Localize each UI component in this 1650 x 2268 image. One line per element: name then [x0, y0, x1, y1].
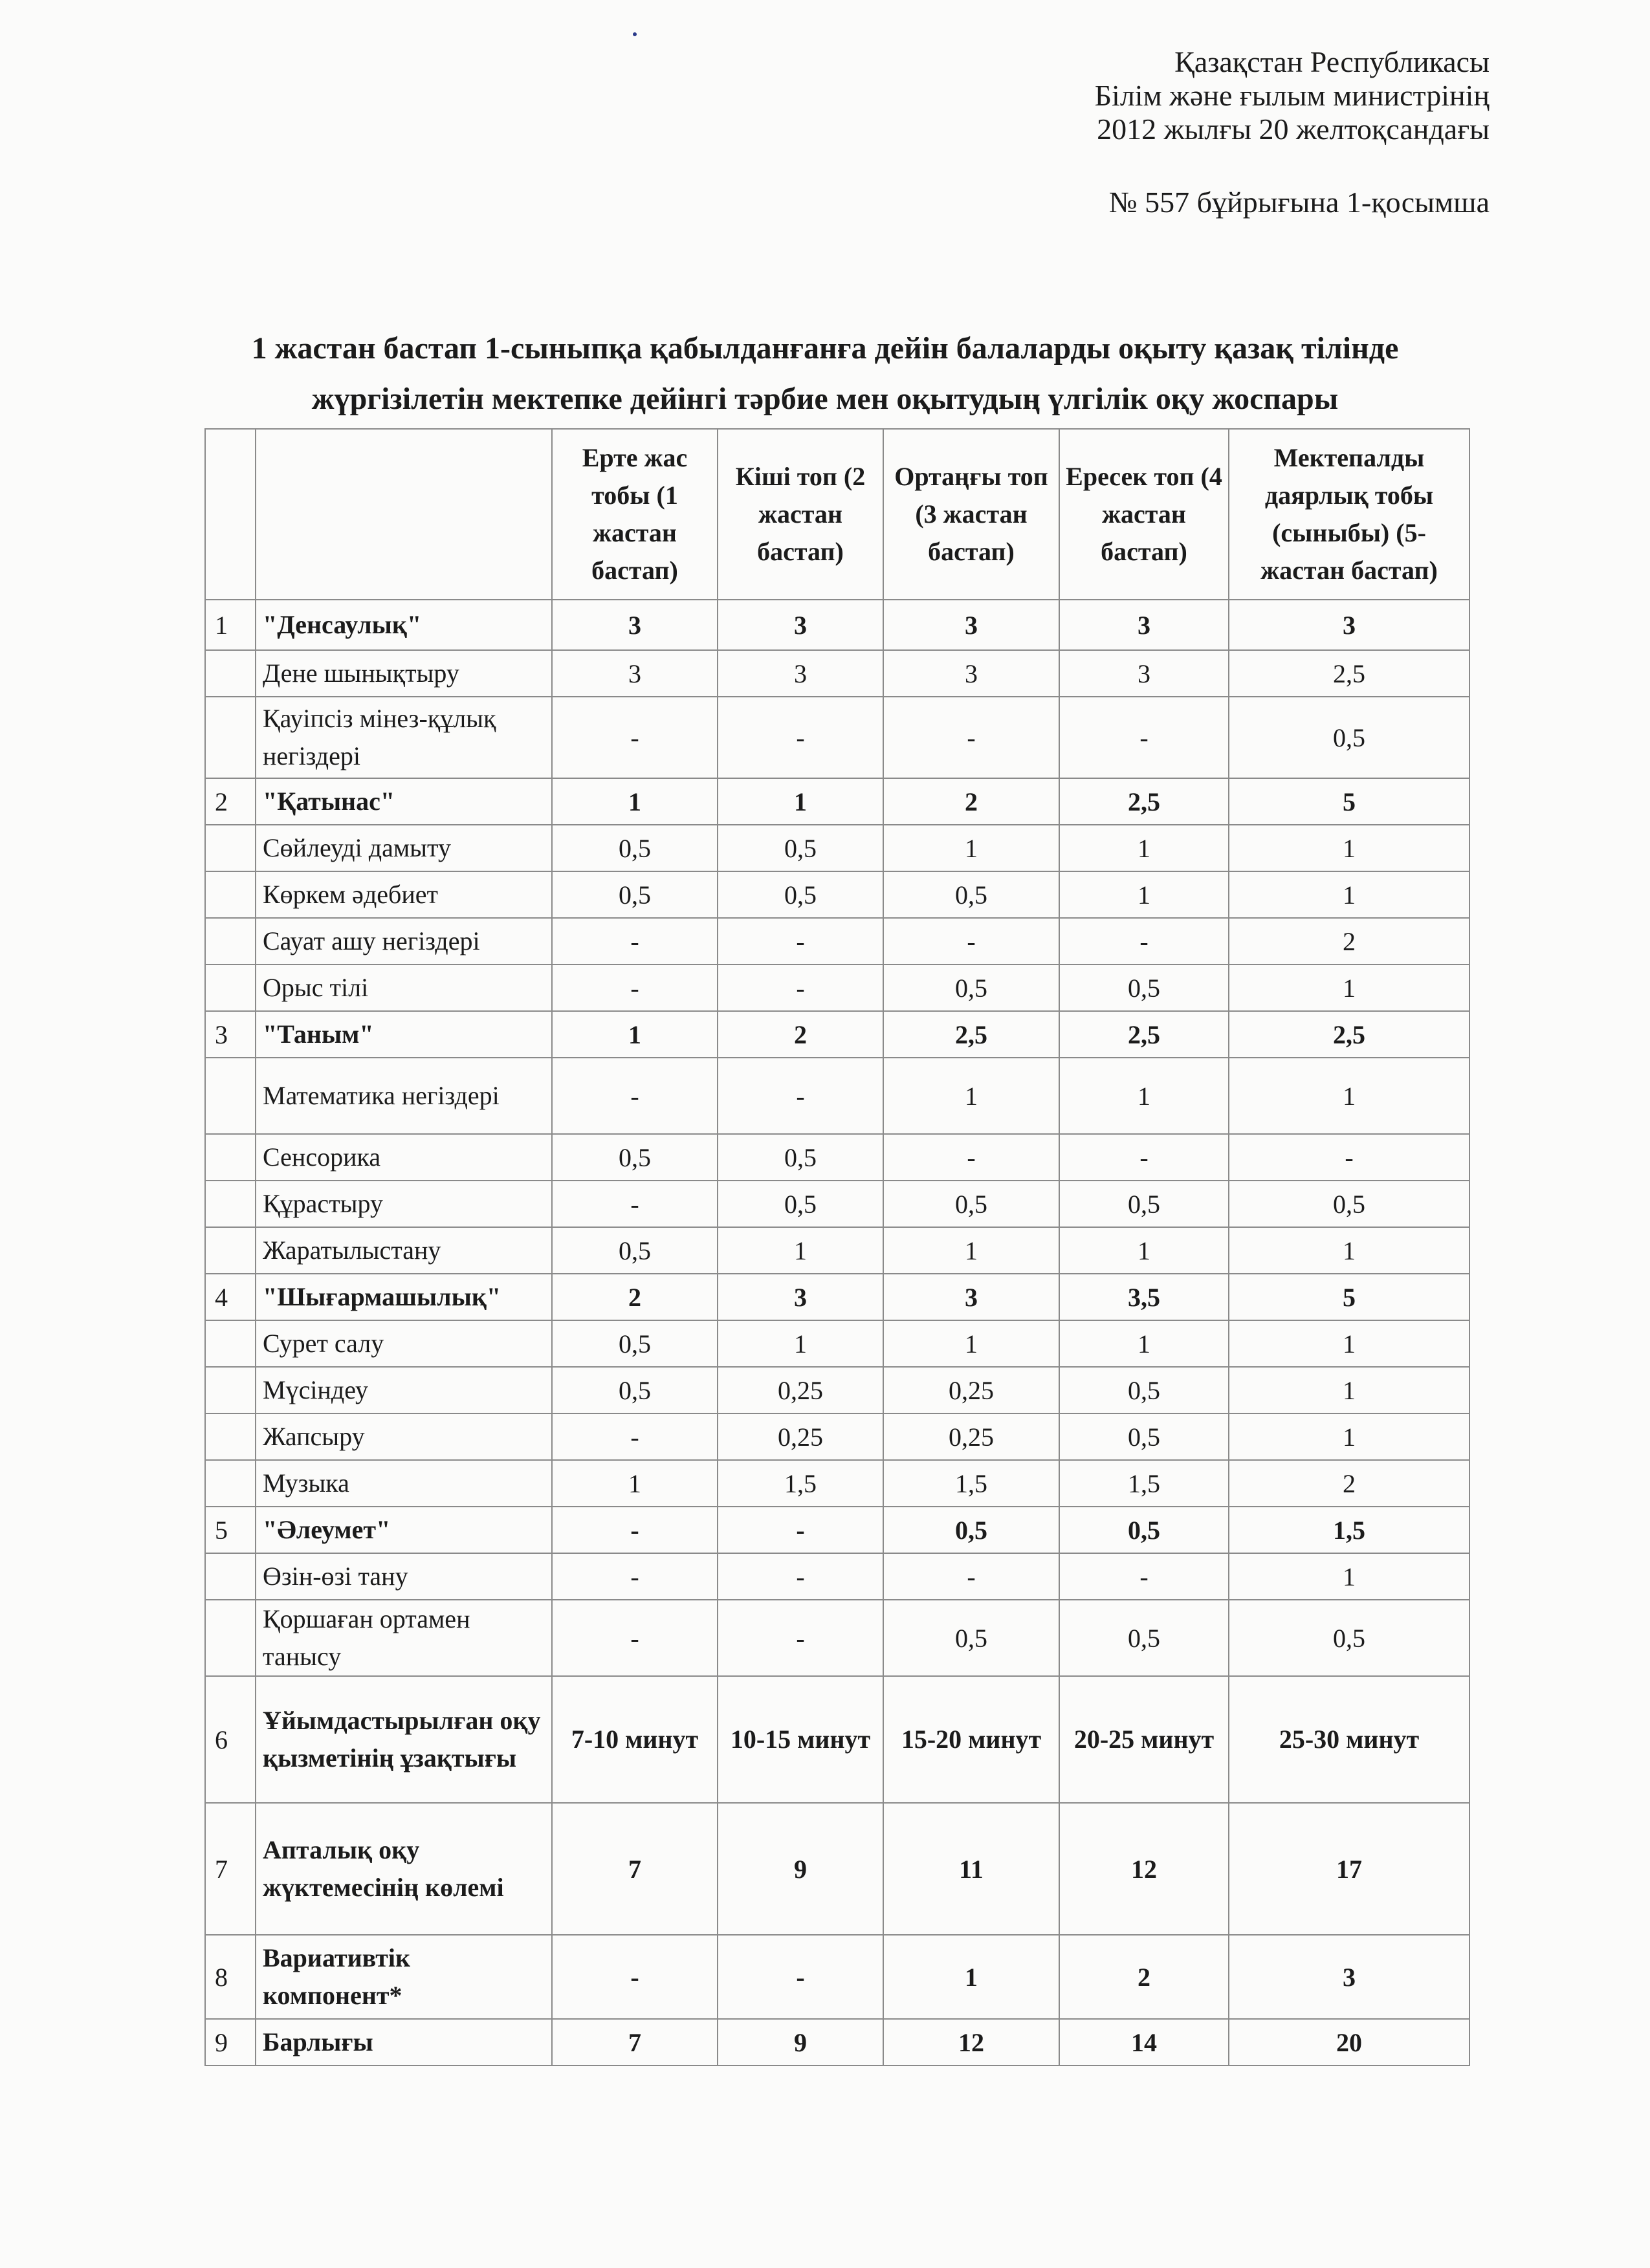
row-name: Апталық оқу жүктемесінің көлемі — [256, 1803, 552, 1935]
row-value: - — [718, 1507, 883, 1553]
row-name: Жаратылыстану — [256, 1227, 552, 1274]
row-value: 3 — [883, 650, 1059, 697]
row-value: 1 — [1229, 1227, 1469, 1274]
row-value: 1,5 — [883, 1460, 1059, 1507]
row-name: Ұйымдастырылған оқу қызметінің ұзақтығы — [256, 1676, 552, 1803]
row-value: 0,5 — [883, 1181, 1059, 1227]
row-name: Сөйлеуді дамыту — [256, 825, 552, 871]
row-value: 1 — [1059, 1227, 1229, 1274]
row-number — [205, 871, 256, 918]
row-value: 1,5 — [718, 1460, 883, 1507]
table-row — [205, 1676, 1469, 1803]
row-value: 2 — [1059, 1935, 1229, 2019]
row-name: Көркем әдебиет — [256, 871, 552, 918]
row-value: 5 — [1229, 1274, 1469, 1320]
row-name: Дене шынықтыру — [256, 650, 552, 697]
row-value: 0,5 — [883, 1600, 1059, 1676]
row-value: 0,5 — [883, 965, 1059, 1011]
row-value: - — [883, 697, 1059, 778]
row-value: - — [552, 1413, 718, 1460]
document-header — [1095, 45, 1490, 146]
row-value: 1 — [1229, 1367, 1469, 1413]
row-value: 1 — [1059, 1320, 1229, 1367]
row-value: 0,5 — [552, 825, 718, 871]
column-header: Мектепалды даярлық тобы (сыныбы) (5-жастан бастап) — [1229, 429, 1469, 600]
row-value: 3 — [552, 600, 718, 650]
row-number — [205, 965, 256, 1011]
row-value: 1 — [1229, 1553, 1469, 1600]
row-value: 11 — [883, 1803, 1059, 1935]
row-value: - — [718, 1935, 883, 2019]
table-row — [205, 825, 1469, 871]
row-value: 3 — [718, 600, 883, 650]
row-value: 1 — [718, 1227, 883, 1274]
table-row — [205, 1134, 1469, 1181]
row-name: Математика негіздері — [256, 1058, 552, 1134]
row-value: - — [1059, 1553, 1229, 1600]
table-row — [205, 1181, 1469, 1227]
row-value: 1 — [883, 825, 1059, 871]
row-value: 9 — [718, 1803, 883, 1935]
header-line: Білім және ғылым министрінің — [1094, 79, 1490, 112]
row-value: 0,25 — [718, 1367, 883, 1413]
row-value: 1 — [552, 1460, 718, 1507]
row-name: Қоршаған ортамен танысу — [256, 1600, 552, 1676]
table-row — [205, 1600, 1469, 1676]
row-value: 3 — [718, 650, 883, 697]
row-value: 3 — [883, 1274, 1059, 1320]
row-value: 1 — [1059, 825, 1229, 871]
row-number: 2 — [205, 778, 256, 825]
row-value: - — [1059, 1134, 1229, 1181]
row-name: Сурет салу — [256, 1320, 552, 1367]
row-value: 1 — [883, 1320, 1059, 1367]
table-row — [205, 1227, 1469, 1274]
row-name: Жапсыру — [256, 1413, 552, 1460]
row-name: Өзін-өзі тану — [256, 1553, 552, 1600]
row-value: 3,5 — [1059, 1274, 1229, 1320]
row-value: 1 — [1229, 871, 1469, 918]
table-row — [205, 697, 1469, 778]
column-header: Ересек топ (4 жастан бастап) — [1059, 429, 1229, 600]
row-value: - — [718, 965, 883, 1011]
row-number — [205, 1367, 256, 1413]
row-value: - — [552, 1553, 718, 1600]
row-value: 0,5 — [552, 1320, 718, 1367]
row-number — [205, 1227, 256, 1274]
row-value: 2 — [1229, 1460, 1469, 1507]
row-value: 3 — [1059, 650, 1229, 697]
row-value: 17 — [1229, 1803, 1469, 1935]
row-value: 1 — [1059, 871, 1229, 918]
row-name: "Таным" — [256, 1011, 552, 1058]
table-row — [205, 600, 1469, 650]
row-value: - — [552, 697, 718, 778]
table-row — [205, 1460, 1469, 1507]
table-row — [205, 1058, 1469, 1134]
row-value: 0,5 — [1059, 1181, 1229, 1227]
row-value: 5 — [1229, 778, 1469, 825]
row-value: - — [552, 918, 718, 965]
row-value: 2,5 — [1229, 650, 1469, 697]
row-number: 8 — [205, 1935, 256, 2019]
table-row — [205, 871, 1469, 918]
row-value: 0,5 — [1059, 1600, 1229, 1676]
row-value: 0,25 — [883, 1413, 1059, 1460]
row-value: - — [552, 1600, 718, 1676]
row-number — [205, 1413, 256, 1460]
row-value: 2,5 — [1059, 1011, 1229, 1058]
table-row — [205, 965, 1469, 1011]
table-row — [205, 1367, 1469, 1413]
row-value: - — [552, 1058, 718, 1134]
row-name: Құрастыру — [256, 1181, 552, 1227]
scan-speck — [633, 32, 637, 36]
row-number — [205, 1320, 256, 1367]
row-number — [205, 697, 256, 778]
row-value: - — [883, 1553, 1059, 1600]
row-value: - — [1059, 697, 1229, 778]
row-value: - — [718, 1600, 883, 1676]
row-number: 6 — [205, 1676, 256, 1803]
row-number: 7 — [205, 1803, 256, 1935]
row-value: 9 — [718, 2019, 883, 2066]
row-value: - — [552, 965, 718, 1011]
row-value: - — [718, 697, 883, 778]
table-row — [205, 1507, 1469, 1553]
row-value: 1 — [883, 1058, 1059, 1134]
table-row — [205, 1803, 1469, 1935]
row-value: 0,5 — [718, 871, 883, 918]
row-value: 1 — [1229, 1058, 1469, 1134]
row-name: "Шығармашылық" — [256, 1274, 552, 1320]
title-line-2: жүргізілетін мектепке дейінгі тәрбие мен оқытудың үлгілік оқу жоспары — [311, 382, 1339, 416]
row-number — [205, 918, 256, 965]
row-value: 0,5 — [1229, 1181, 1469, 1227]
row-value: 1 — [718, 778, 883, 825]
row-value: 3 — [883, 600, 1059, 650]
row-value: 0,5 — [1059, 1367, 1229, 1413]
row-value: 3 — [1229, 1935, 1469, 2019]
row-value: - — [883, 1134, 1059, 1181]
row-number — [205, 1553, 256, 1600]
row-value: 0,5 — [1229, 1600, 1469, 1676]
row-number: 3 — [205, 1011, 256, 1058]
row-value: 0,5 — [1059, 1507, 1229, 1553]
row-value: 1 — [1229, 1413, 1469, 1460]
row-value: 0,5 — [552, 1227, 718, 1274]
row-value: 1,5 — [1059, 1460, 1229, 1507]
row-number — [205, 1600, 256, 1676]
row-value: 2 — [552, 1274, 718, 1320]
row-value: 2,5 — [1229, 1011, 1469, 1058]
row-name: Орыс тілі — [256, 965, 552, 1011]
row-number: 9 — [205, 2019, 256, 2066]
table-row — [205, 650, 1469, 697]
row-name: Музыка — [256, 1460, 552, 1507]
table-row — [205, 918, 1469, 965]
row-value: 0,5 — [1059, 1413, 1229, 1460]
row-value: 1 — [1059, 1058, 1229, 1134]
row-name: Сенсорика — [256, 1134, 552, 1181]
table-row — [205, 2019, 1469, 2066]
row-value: - — [718, 1553, 883, 1600]
row-value: 1 — [883, 1227, 1059, 1274]
order-reference: № 557 бұйрығына 1-қосымша — [1108, 186, 1490, 219]
row-value: 1 — [552, 778, 718, 825]
row-value: 1 — [883, 1935, 1059, 2019]
row-number: 5 — [205, 1507, 256, 1553]
row-value: 0,5 — [718, 1181, 883, 1227]
row-name: Қауіпсіз мінез-құлық негіздері — [256, 697, 552, 778]
column-header: Ерте жас тобы (1 жастан бастап) — [552, 429, 718, 600]
row-value: 0,5 — [718, 825, 883, 871]
row-value: 0,5 — [552, 1367, 718, 1413]
row-value: 20-25 минут — [1059, 1676, 1229, 1803]
row-number — [205, 1134, 256, 1181]
document-title — [168, 323, 1482, 424]
table-header-row — [205, 429, 1469, 600]
header-line: Қазақстан Республикасы — [1174, 45, 1490, 78]
row-value: 0,5 — [1059, 965, 1229, 1011]
row-value: 2 — [883, 778, 1059, 825]
table-row — [205, 1935, 1469, 2019]
row-value: - — [552, 1935, 718, 2019]
curriculum-table — [204, 428, 1470, 2066]
row-value: 20 — [1229, 2019, 1469, 2066]
row-name: Мүсіндеу — [256, 1367, 552, 1413]
row-value: 15-20 минут — [883, 1676, 1059, 1803]
row-number — [205, 650, 256, 697]
row-value: - — [883, 918, 1059, 965]
row-value: 2,5 — [883, 1011, 1059, 1058]
title-line-1: 1 жастан бастап 1-сыныпқа қабылданғанға дейін балаларды оқыту қазақ тілінде — [251, 331, 1399, 365]
row-value: 10-15 минут — [718, 1676, 883, 1803]
row-name: "Денсаулық" — [256, 600, 552, 650]
row-value: 12 — [1059, 1803, 1229, 1935]
row-name: Барлығы — [256, 2019, 552, 2066]
row-value: 3 — [1229, 600, 1469, 650]
row-value: - — [718, 1058, 883, 1134]
table-row — [205, 1553, 1469, 1600]
column-header: Ортаңғы топ (3 жастан бастап) — [883, 429, 1059, 600]
row-value: 1 — [718, 1320, 883, 1367]
row-value: 7 — [552, 1803, 718, 1935]
header-line: 2012 жылғы 20 желтоқсандағы — [1097, 113, 1490, 146]
row-value: 0,5 — [883, 1507, 1059, 1553]
row-number — [205, 1058, 256, 1134]
row-value: 3 — [552, 650, 718, 697]
header-number-cell — [205, 429, 256, 600]
row-value: 0,25 — [718, 1413, 883, 1460]
row-value: 12 — [883, 2019, 1059, 2066]
row-value: - — [552, 1507, 718, 1553]
table-row — [205, 1413, 1469, 1460]
header-name-cell — [256, 429, 552, 600]
row-value: 0,5 — [883, 871, 1059, 918]
row-value: 14 — [1059, 2019, 1229, 2066]
row-value: - — [1059, 918, 1229, 965]
row-number — [205, 1460, 256, 1507]
row-number: 4 — [205, 1274, 256, 1320]
row-number: 1 — [205, 600, 256, 650]
row-value: 7 — [552, 2019, 718, 2066]
row-value: 1,5 — [1229, 1507, 1469, 1553]
row-value: 1 — [552, 1011, 718, 1058]
table-row — [205, 1320, 1469, 1367]
row-value: - — [1229, 1134, 1469, 1181]
row-value: - — [552, 1181, 718, 1227]
table-row — [205, 1011, 1469, 1058]
row-value: 0,25 — [883, 1367, 1059, 1413]
row-value: 0,5 — [1229, 697, 1469, 778]
row-value: 1 — [1229, 825, 1469, 871]
row-value: 7-10 минут — [552, 1676, 718, 1803]
row-value: 2 — [718, 1011, 883, 1058]
row-value: 1 — [1229, 1320, 1469, 1367]
row-name: Вариативтік компонент* — [256, 1935, 552, 2019]
table-row — [205, 778, 1469, 825]
row-value: 2,5 — [1059, 778, 1229, 825]
row-value: 1 — [1229, 965, 1469, 1011]
table-row — [205, 1274, 1469, 1320]
column-header: Кіші топ (2 жастан бастап) — [718, 429, 883, 600]
row-number — [205, 825, 256, 871]
row-value: - — [718, 918, 883, 965]
row-value: 25-30 минут — [1229, 1676, 1469, 1803]
row-value: 0,5 — [718, 1134, 883, 1181]
row-value: 0,5 — [552, 1134, 718, 1181]
row-number — [205, 1181, 256, 1227]
row-value: 3 — [718, 1274, 883, 1320]
row-name: "Қатынас" — [256, 778, 552, 825]
row-value: 0,5 — [552, 871, 718, 918]
row-name: "Әлеумет" — [256, 1507, 552, 1553]
row-value: 3 — [1059, 600, 1229, 650]
row-name: Сауат ашу негіздері — [256, 918, 552, 965]
row-value: 2 — [1229, 918, 1469, 965]
